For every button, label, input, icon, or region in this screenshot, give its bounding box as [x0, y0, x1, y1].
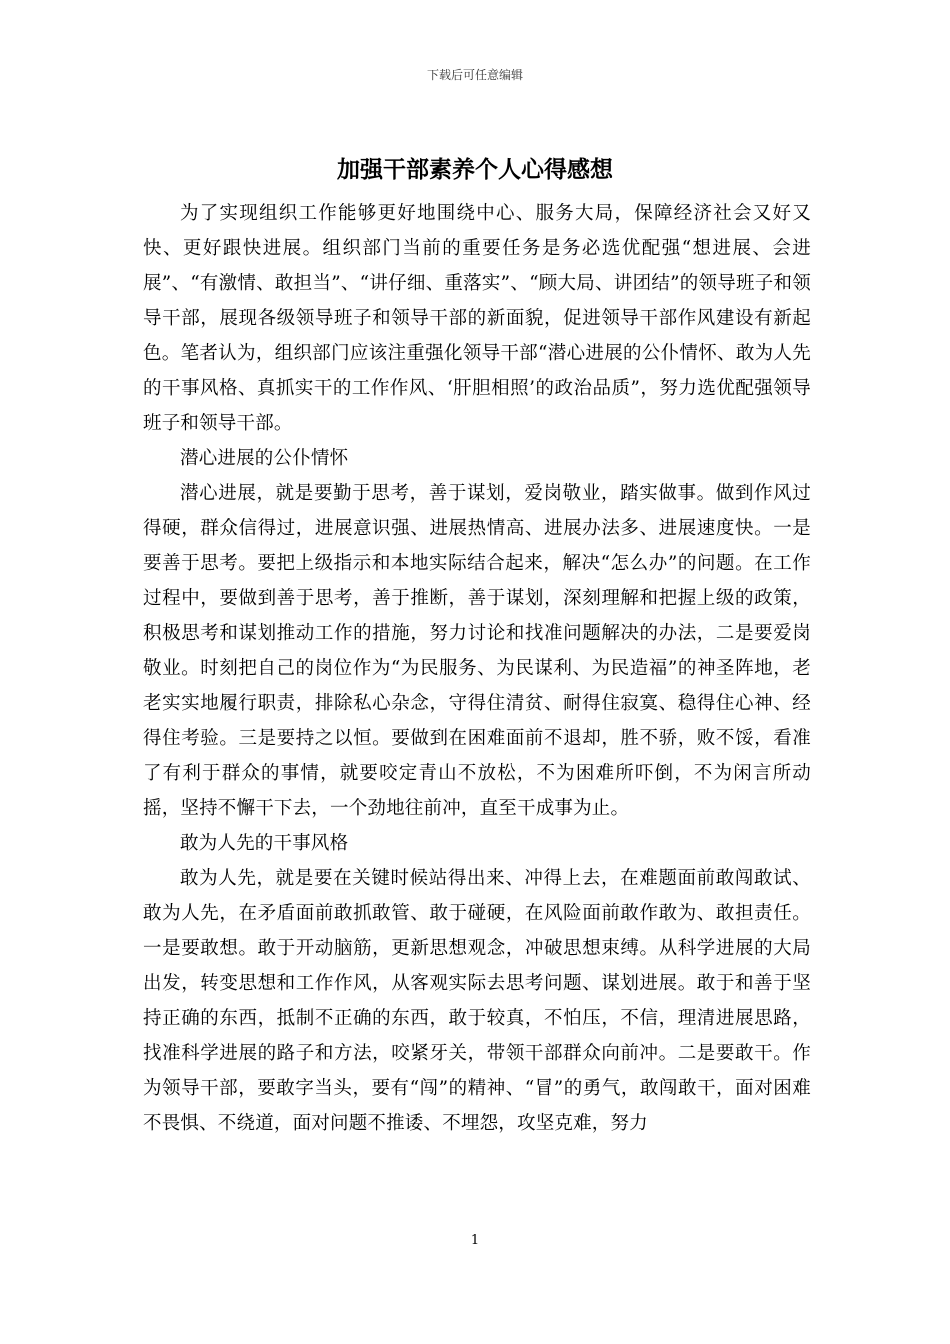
- paragraph-intro: 为了实现组织工作能够更好地围绕中心、服务大局，保障经济社会又好又快、更好跟快进展。组织部门当前的重要任务是务必选优配强“想进展、会进展”、“有激情、敢担当”、“讲仔细、重落实”、“顾大局、讲团结”的领导班子和领导干部，展现各级领导班子和领导干部的新面貌，促进领导干部作风建设有新起色。笔者认为，组织部门应该注重强化领导干部“潜心进展的公仆情怀、敢为人先的干事风格、真抓实干的工作作风、‘肝胆相照’的政治品质”，努力选优配强领导班子和领导干部。: [143, 203, 811, 434]
- paragraph-section-1: 潜心进展，就是要勤于思考，善于谋划，爱岗敬业，踏实做事。做到作风过得硬，群众信得过，进展意识强、进展热情高、进展办法多、进展速度快。一是要善于思考。要把上级指示和本地实际结合起来，解决“怎么办”的问题。在工作过程中，要做到善于思考，善于推断，善于谋划，深刻理解和把握上级的政策，积极思考和谋划推动工作的措施，努力讨论和找准问题解决的办法，二是要爱岗敬业。时刻把自己的岗位作为“为民服务、为民谋利、为民造福”的神圣阵地，老老实实地履行职责，排除私心杂念，守得住清贫、耐得住寂寞、稳得住心神、经得住考验。三是要持之以恒。要做到在困难面前不退却，胜不骄，败不馁，看准了有利于群众的事情，就要咬定青山不放松，不为困难所吓倒，不为闲言所动摇，坚持不懈干下去，一个劲地往前冲，直至干成事为止。: [143, 483, 811, 819]
- document-title: 加强干部素养个人心得感想: [337, 156, 613, 183]
- paragraph-section-2: 敢为人先，就是要在关键时候站得出来、冲得上去，在难题面前敢闯敢试、敢为人先，在矛盾面前敢抓敢管、敢于碰硬，在风险面前敢作敢为、敢担责任。一是要敢想。敢于开动脑筋，更新思想观念，冲破思想束缚。从科学进展的大局出发，转变思想和工作作风，从客观实际去思考问题、谋划进展。敢于和善于坚持正确的东西，抵制不正确的东西，敢于较真，不怕压，不信，理清进展思路，找准科学进展的路子和方法，咬紧牙关，带领干部群众向前冲。二是要敢干。作为领导干部，要敢字当头，要有“闯”的精神、“冒”的勇气，敢闯敢干，面对困难不畏惧、不绕道，面对问题不推诿、不埋怨，攻坚克难，努力: [143, 868, 811, 1134]
- header-note: 下载后可任意编辑: [426, 68, 523, 82]
- section-heading-2: 敢为人先的干事风格: [180, 833, 349, 854]
- section-heading-1: 潜心进展的公仆情怀: [180, 448, 349, 469]
- document-body: [143, 196, 811, 1141]
- page-number: 1: [470, 1233, 480, 1248]
